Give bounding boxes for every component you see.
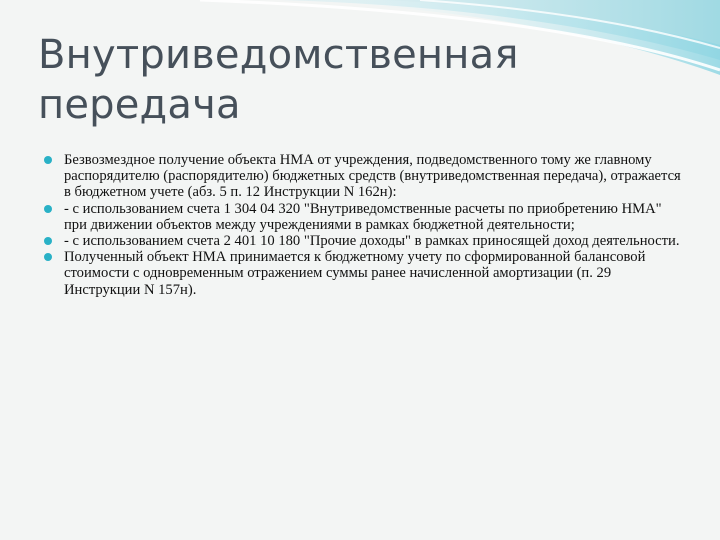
list-item-text: Безвозмездное получение объекта НМА от учреждения, подведомственного тому же главному распорядителю (распорядителю) бюджетных средств (внутриведомственная передача), отражается в бюджетном учете (абз. 5 п. 12 Инструкции N 162н): (64, 152, 681, 201)
list-item (44, 152, 684, 201)
list-item (44, 233, 684, 249)
bullet-list (44, 152, 684, 298)
title-line-1: Внутриведомственная (38, 32, 519, 78)
slide-title (38, 30, 678, 130)
list-item-text: Полученный объект НМА принимается к бюджетному учету по сформированной балансовой стоимости с одновременным отражением суммы ранее начисленной амортизации (п. 29 Инструкции N 157н). (64, 249, 646, 298)
list-item (44, 201, 684, 233)
bullet-icon (44, 156, 52, 164)
title-line-2: передача (38, 82, 241, 128)
bullet-icon (44, 205, 52, 213)
list-item-text: - с использованием счета 1 304 04 320 "Внутриведомственные расчеты по приобретению НМА" при движении объектов между учреждениями в рамках бюджетной деятельности; (64, 200, 662, 233)
list-item-text: - с использованием счета 2 401 10 180 "Прочие доходы" в рамках приносящей доход деятельности. (64, 233, 680, 250)
bullet-icon (44, 237, 52, 245)
bullet-icon (44, 253, 52, 261)
list-item (44, 249, 684, 298)
